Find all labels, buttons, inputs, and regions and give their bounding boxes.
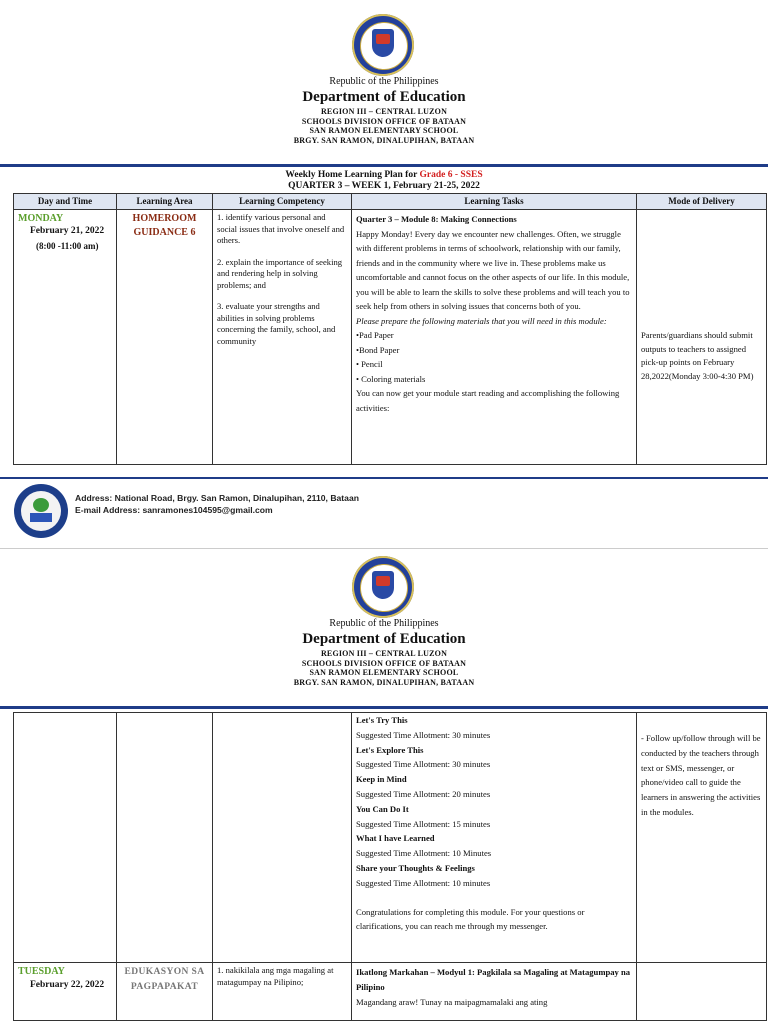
school-email: E-mail Address: sanramones104595@gmail.com [75, 505, 273, 515]
school-line: SAN RAMON ELEMENTARY SCHOOL [309, 668, 459, 677]
day-time-cell [14, 713, 117, 963]
plan-title-prefix: Weekly Home Learning Plan for [285, 170, 420, 180]
learning-area-cell [117, 713, 213, 963]
learning-area-label: HOMEROOM GUIDANCE 6 [132, 213, 197, 238]
deped-seal-icon [352, 14, 414, 76]
table-header-row [14, 194, 767, 210]
plan-quarter: QUARTER 3 – WEEK 1, February 21-25, 2022 [288, 181, 480, 191]
competency-cell [213, 713, 352, 963]
competency-cell [213, 963, 352, 1021]
time-label: (8:00 -11:00 am) [36, 241, 99, 251]
school-logo-icon [14, 484, 68, 538]
mode-text: Parents/guardians should submit outputs to teachers to assigned pick-up points on February 28,2022(Monday 3:00-4:30 PM) [641, 330, 754, 381]
date-label: February 21, 2022 [30, 226, 105, 236]
competency-item: 3. evaluate your strengths and abilities in solving problems concerning the family, school, and community [217, 301, 336, 346]
school-contact [75, 492, 359, 516]
mode-of-delivery-cell [637, 713, 767, 963]
department-title: Department of Education [302, 631, 466, 647]
activity-title: You Can Do It [356, 803, 409, 814]
materials-prompt: Please prepare the following materials that you will need in this module: [356, 315, 607, 326]
learning-area-cell [117, 963, 213, 1021]
header-divider [0, 164, 768, 167]
material-item: • Pencil [356, 359, 383, 369]
module-intro: Magandang araw! Tunay na maipagmamalaki ang ating [356, 997, 548, 1007]
learning-plan-table-continued [13, 712, 767, 1021]
module-title: Ikatlong Markahan – Modyul 1: Pagkilala sa Magaling at Matagumpay na Pilipino [356, 967, 631, 992]
day-time-cell [14, 963, 117, 1021]
activity-title: Let's Try This [356, 715, 408, 725]
footer-divider [0, 477, 768, 479]
col-day-time: Day and Time [14, 194, 117, 210]
congrats-text: Congratulations for completing this module. For your questions or clarifications, you can reach me through my messenger. [356, 906, 585, 932]
mode-of-delivery-cell [637, 963, 767, 1021]
plan-grade: Grade 6 - SSES [419, 170, 483, 180]
header-divider [0, 706, 768, 709]
activity-title: Keep in Mind [356, 774, 407, 785]
material-item: •Pad Paper [356, 330, 394, 340]
day-label: MONDAY [18, 213, 64, 224]
day-time-cell [14, 210, 117, 465]
letterhead [0, 76, 768, 145]
letterhead [0, 618, 768, 687]
followup-text: - Follow up/follow through will be conducted by the teachers through text or SMS, messenger, or phone/video call to guide the learners in answering the activities in the modules. [641, 733, 761, 817]
material-item: • Coloring materials [356, 373, 426, 384]
page-break-line [0, 548, 768, 549]
table-row-tuesday [14, 963, 767, 1021]
competency-cell [213, 210, 352, 465]
school-address: Address: National Road, Brgy. San Ramon, Dinalupihan, 2110, Bataan [75, 493, 359, 503]
region-line: REGION III – CENTRAL LUZON [320, 649, 448, 658]
school-line: SAN RAMON ELEMENTARY SCHOOL [309, 126, 459, 135]
activity-title: Share your Thoughts & Feelings [356, 862, 475, 873]
material-item: •Bond Paper [356, 344, 400, 355]
department-title: Department of Education [302, 89, 466, 105]
competency-item: 1. nakikilala ang mga magaling at matagumpay na Pilipino; [217, 965, 334, 987]
table-row-monday [14, 210, 767, 465]
module-intro: Happy Monday! Every day we encounter new challenges. Often, we struggle with different problems in terms of schoolwork, relationship with our family, friends and in the community where we live in. These problems make us uncomfortable and cannot focus on the other aspects of our life. In this module, you will be able to learn the skills to solve these problems and will teach you to seek help from others in solving issues that concerns both of you. [356, 228, 630, 311]
learning-tasks-cell [352, 713, 637, 963]
republic-line: Republic of the Philippines [329, 618, 439, 629]
deped-seal-icon [352, 556, 414, 618]
activity-allotment: Suggested Time Allotment: 10 minutes [356, 877, 491, 888]
school-address-line: BRGY. SAN RAMON, DINALUPIHAN, BATAAN [293, 677, 475, 687]
division-line: SCHOOLS DIVISION OFFICE OF BATAAN [301, 658, 467, 668]
activity-allotment: Suggested Time Allotment: 30 minutes [356, 729, 491, 740]
learning-area-label: EDUKASYON SA PAGPAPAKAT [124, 967, 205, 992]
activity-allotment: Suggested Time Allotment: 15 minutes [356, 818, 491, 829]
learning-plan-table [13, 193, 767, 465]
republic-line: Republic of the Philippines [329, 76, 439, 87]
plan-title [0, 170, 768, 192]
learning-tasks-cell [352, 210, 637, 465]
module-title: Quarter 3 – Module 8: Making Connections [356, 214, 517, 224]
competency-item: 1. identify various personal and social issues that involve oneself and others. [217, 212, 345, 245]
activity-allotment: Suggested Time Allotment: 20 minutes [356, 788, 491, 799]
table-row-monday-continued [14, 713, 767, 963]
activity-allotment: Suggested Time Allotment: 30 minutes [356, 759, 491, 770]
col-mode-of-delivery: Mode of Delivery [637, 194, 767, 210]
col-learning-tasks: Learning Tasks [352, 194, 637, 210]
school-address-line: BRGY. SAN RAMON, DINALUPIHAN, BATAAN [293, 135, 475, 145]
activity-title: Let's Explore This [356, 744, 424, 755]
division-line: SCHOOLS DIVISION OFFICE OF BATAAN [301, 116, 467, 126]
competency-item: 2. explain the importance of seeking and rendering help in solving problems; and [217, 256, 343, 290]
activity-title: What I have Learned [356, 833, 435, 844]
learning-tasks-cell [352, 963, 637, 1021]
activity-allotment: Suggested Time Allotment: 10 Minutes [356, 848, 492, 859]
mode-of-delivery-cell [637, 210, 767, 465]
day-label: TUESDAY [18, 966, 65, 977]
closing-text: You can now get your module start reading and accomplishing the following activities: [356, 388, 620, 413]
date-label: February 22, 2022 [30, 980, 105, 990]
col-learning-competency: Learning Competency [213, 194, 352, 210]
learning-area-cell [117, 210, 213, 465]
region-line: REGION III – CENTRAL LUZON [320, 107, 448, 116]
col-learning-area: Learning Area [117, 194, 213, 210]
